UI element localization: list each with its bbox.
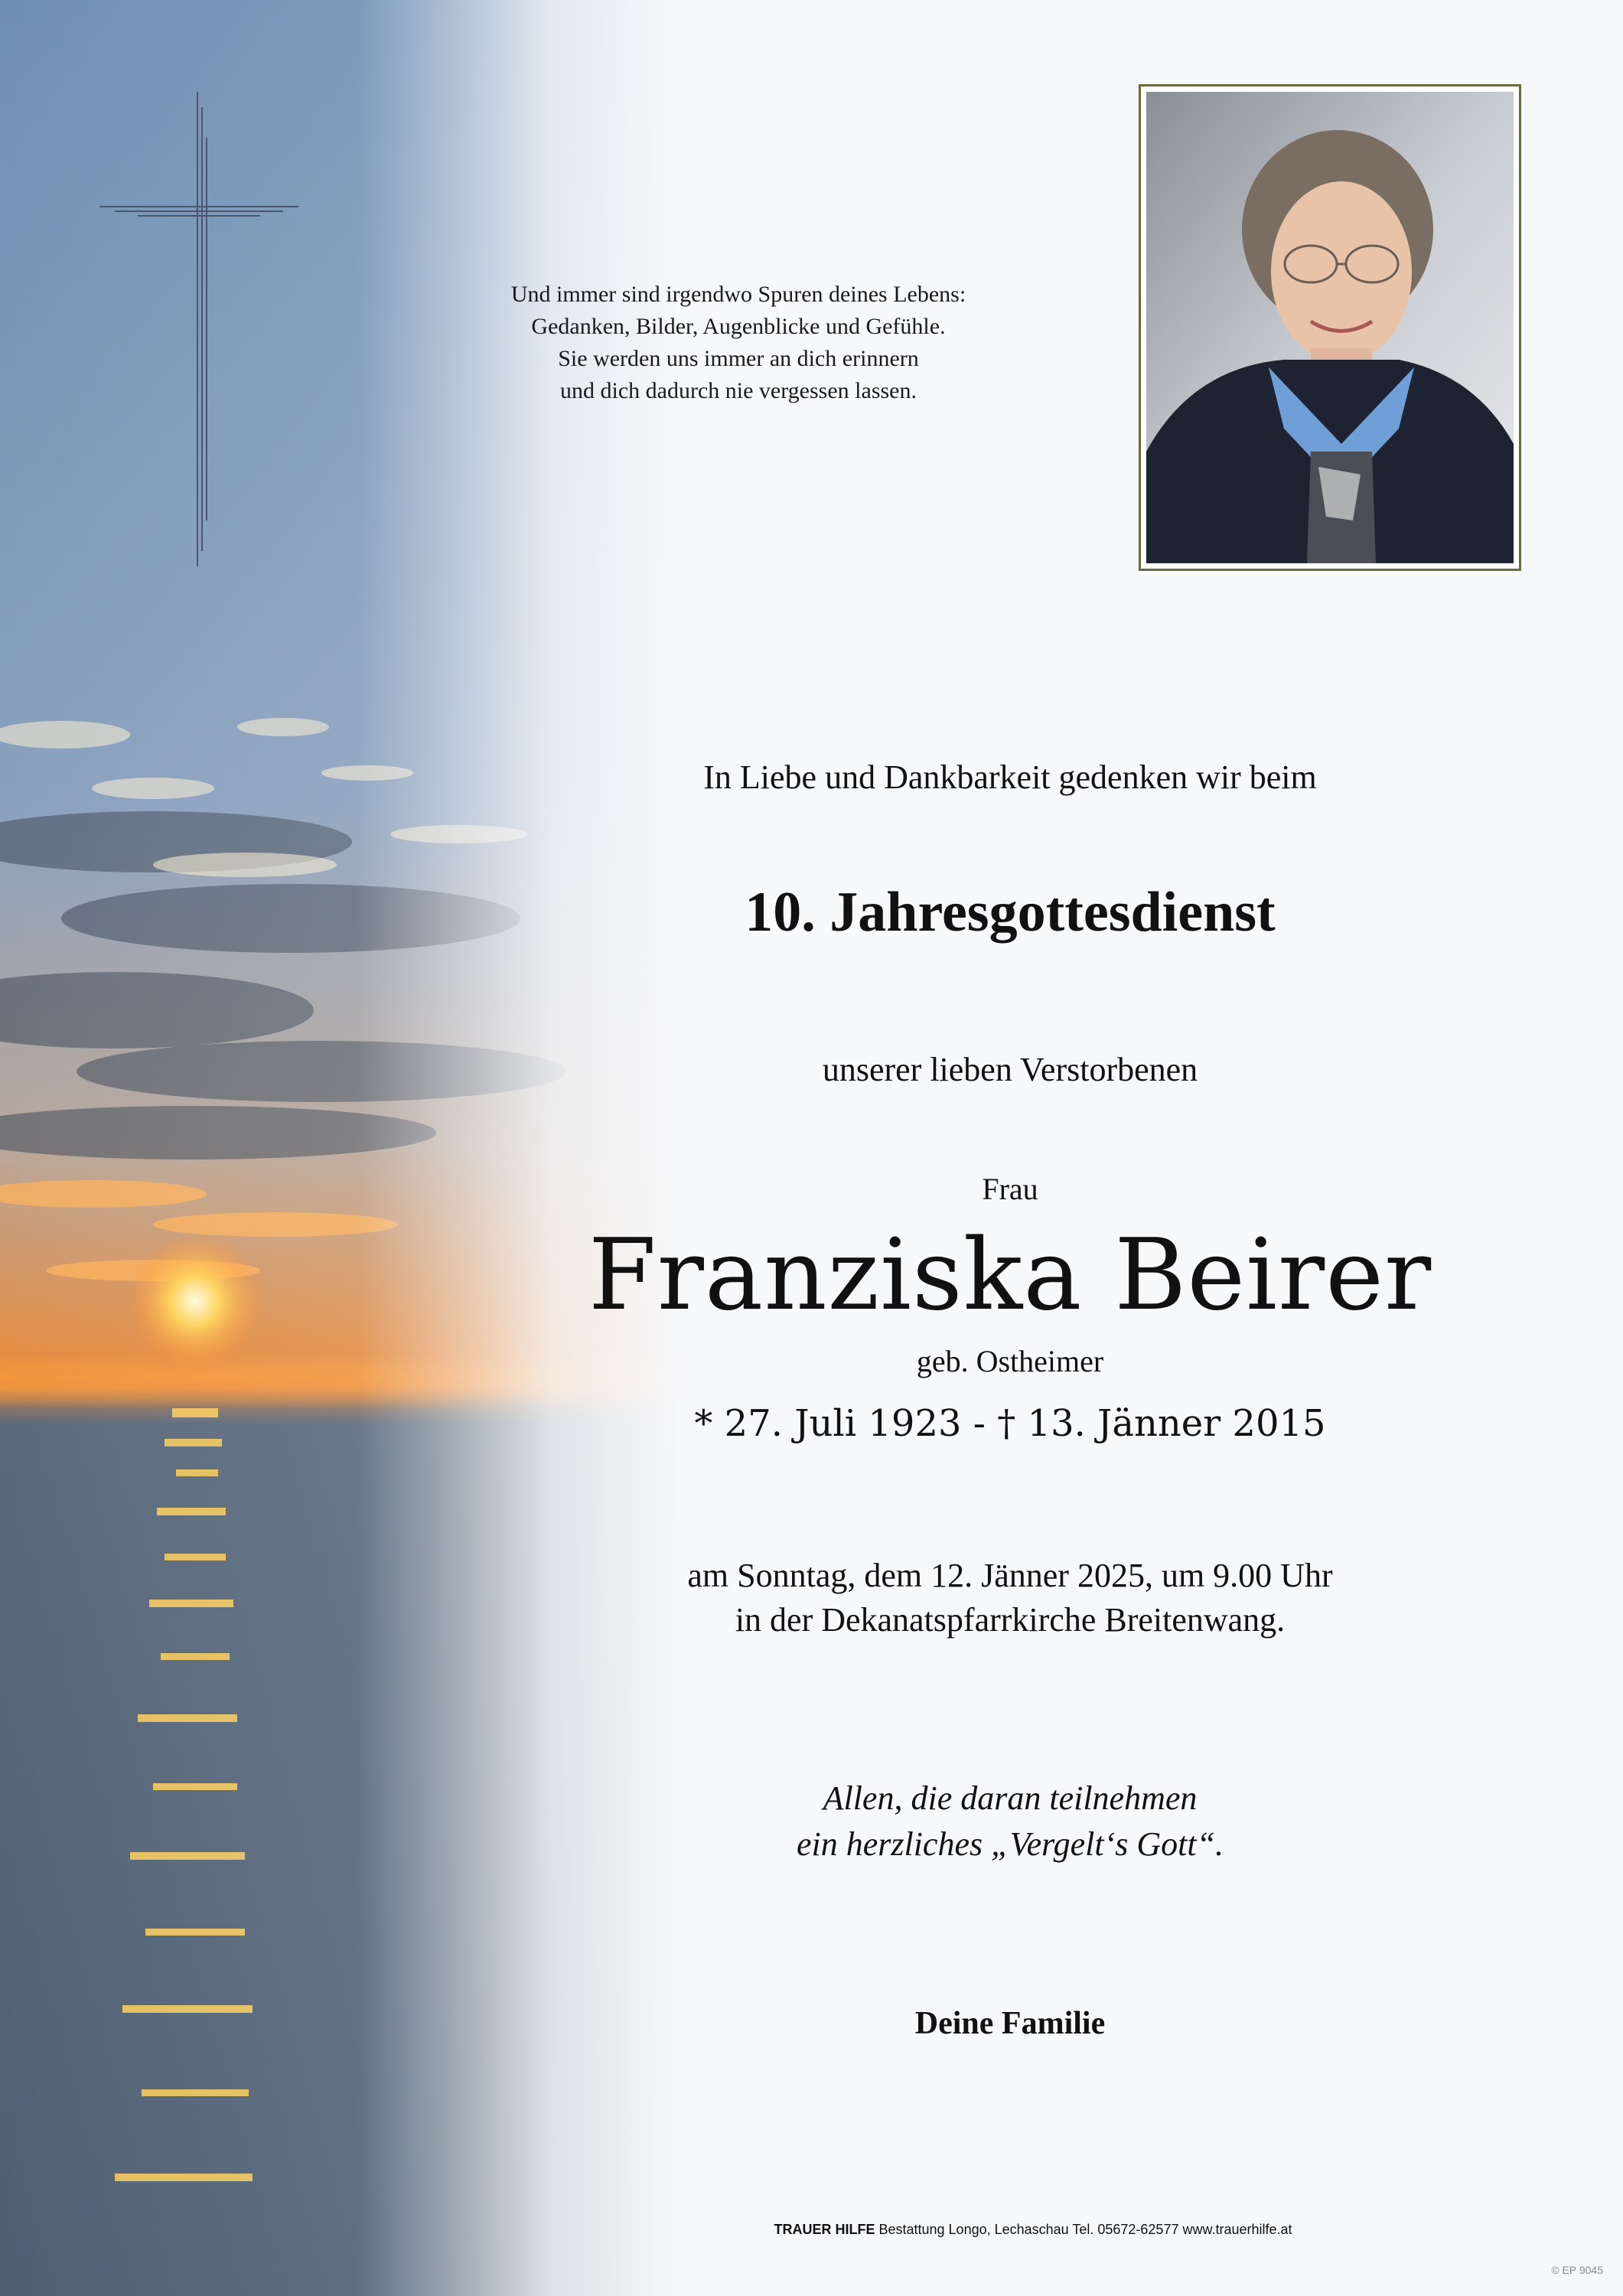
poem-line: Sie werden uns immer an dich erinnern: [558, 346, 919, 371]
portrait-frame: [1139, 84, 1521, 571]
thanks-text: [566, 1776, 1454, 1867]
cross-icon: [99, 92, 298, 566]
deceased-name: Franziska Beirer: [588, 1218, 1432, 1332]
thanks-line: ein herzliches „Vergelt‘s Gott“.: [796, 1825, 1224, 1863]
name-prefix: Frau: [982, 1172, 1038, 1206]
product-code: © EP 9045: [1551, 2264, 1603, 2276]
service-date-time: am Sonntag, dem 12. Jänner 2025, um 9.00 Uhr: [687, 1557, 1333, 1594]
service-title: 10. Jahresgottesdienst: [745, 881, 1276, 944]
portrait-photo: [1146, 92, 1514, 563]
service-details: [566, 1554, 1454, 1642]
poem-line: und dich dadurch nie vergessen lassen.: [560, 378, 917, 403]
poem: [490, 279, 987, 407]
footer-contact: Bestattung Longo, Lechaschau Tel. 05672-62577 www.trauerhilfe.at: [878, 2222, 1292, 2237]
maiden-name: geb. Ostheimer: [916, 1344, 1104, 1378]
footer: [536, 2222, 1530, 2238]
intro-text: In Liebe und Dankbarkeit gedenken wir beim: [703, 758, 1317, 796]
subline: unserer lieben Verstorbenen: [822, 1051, 1198, 1088]
service-location: in der Dekanatspfarrkirche Breitenwang.: [735, 1601, 1286, 1639]
life-dates: * 27. Juli 1923 - † 13. Jänner 2015: [694, 1402, 1326, 1445]
footer-brand: TRAUER HILFE: [774, 2222, 875, 2237]
poem-line: Gedanken, Bilder, Augenblicke und Gefühle.: [531, 314, 946, 339]
thanks-line: Allen, die daran teilnehmen: [823, 1779, 1198, 1817]
poem-line: Und immer sind irgendwo Spuren deines Lebens:: [510, 282, 966, 307]
signature: Deine Familie: [914, 2006, 1106, 2041]
